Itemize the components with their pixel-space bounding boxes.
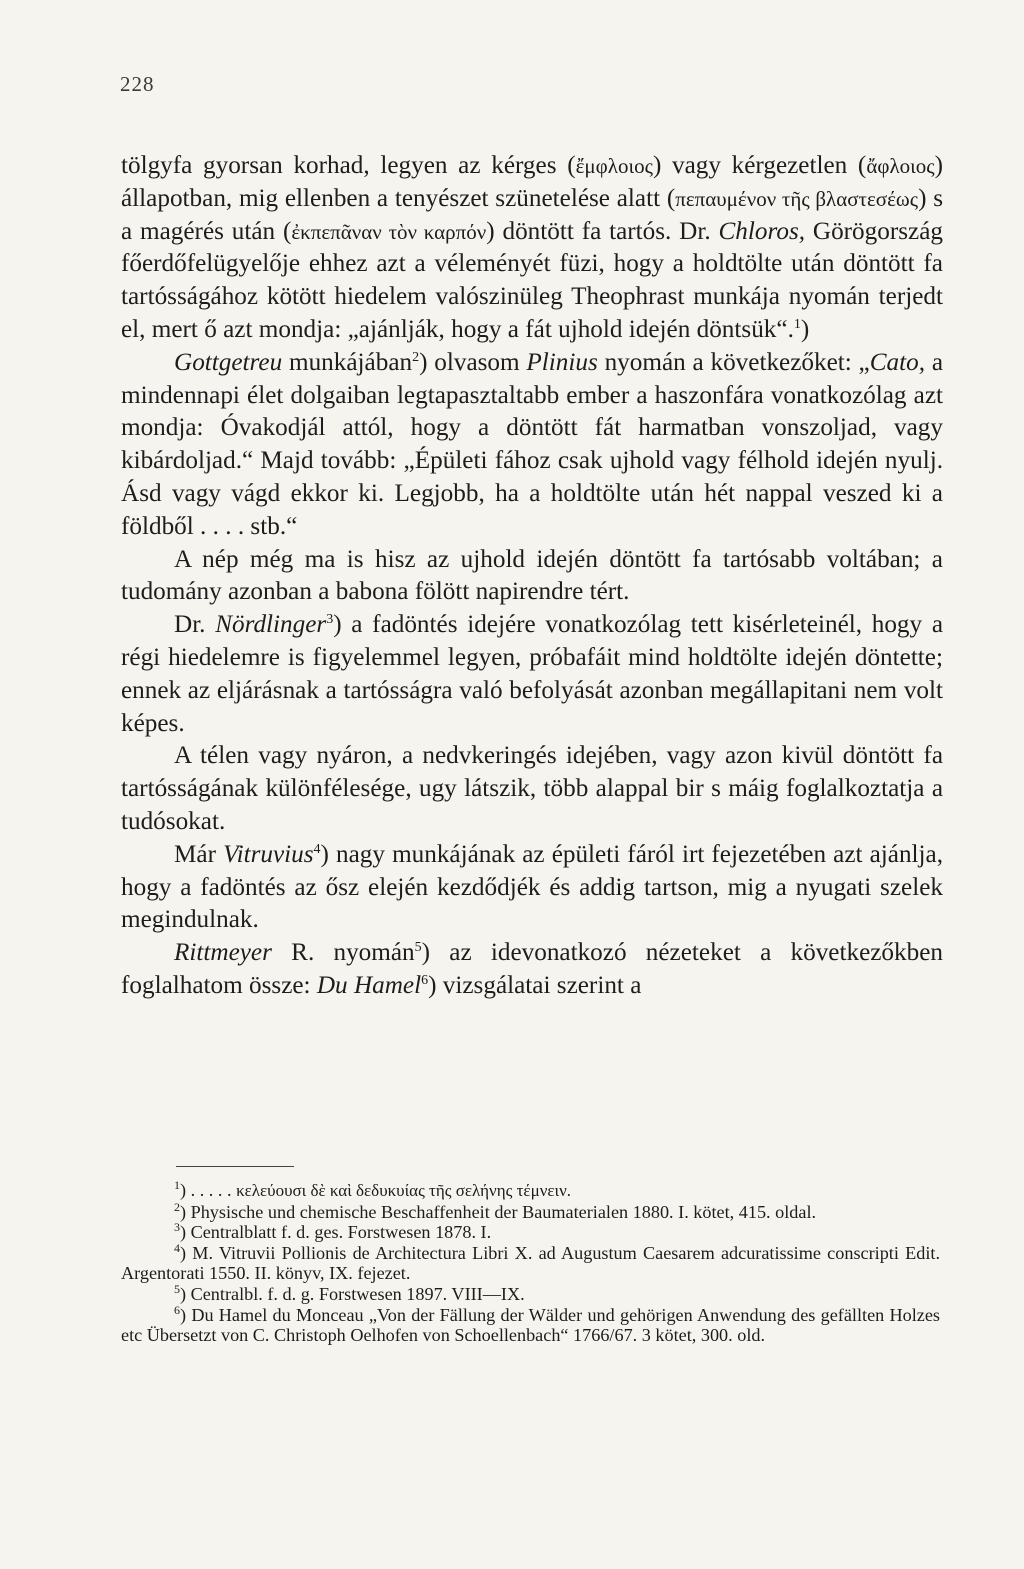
author-name: Nördlinger xyxy=(215,611,327,639)
text-run: ) vizsgálatai szerint a xyxy=(428,971,642,999)
text-run: ) állapotban, mig ellenben a tenyészet szünetelése alatt ( xyxy=(121,152,943,212)
footnote-ref: 3 xyxy=(326,612,334,628)
footnote-6 xyxy=(121,1302,940,1346)
text-run: R. nyomán xyxy=(271,939,415,967)
greek-term: ἄφλοιος xyxy=(866,154,935,178)
footnote-number: 4 xyxy=(174,1240,180,1255)
footnotes xyxy=(121,1180,940,1346)
footnote-number: 1 xyxy=(174,1178,180,1192)
author-name: Du Hamel xyxy=(316,971,422,999)
footnote-ref: 4 xyxy=(313,841,321,857)
text-run: nyomán a következőket: „ xyxy=(597,348,870,376)
footnote-3 xyxy=(121,1222,940,1243)
footnote-text: ) Du Hamel du Monceau „Von der Fällung der Wälder und gehörigen Anwendung des gefällten Holzes etc Übersetzt von C. Christoph Oelhofen von Schoellenbach“ 1766/67. 3 kötet, 300. old. xyxy=(121,1304,940,1346)
text-run: a mindennapi élet dolgaiban legtapasztaltabb ember a haszonfára vonatkozólag azt mondja: Óvakodjál attól, hogy a döntött fát harmatban vonszoljad, vagy kibárdoljad.“ Majd tovább: „Épületi fához csak ujhold vagy félhold idején nyulj. Ásd vagy vágd ekkor ki. Legjobb, ha a holdtölte után hét nappal veszed ki a földből . . . . stb.“ xyxy=(121,348,943,540)
paragraph-3 xyxy=(121,544,943,610)
paragraph-4 xyxy=(121,609,943,740)
footnote-ref: 2 xyxy=(412,349,420,365)
footnote-number: 5 xyxy=(174,1281,180,1296)
author-name: Chloros, xyxy=(718,217,806,245)
text-run: A télen vagy nyáron, a nedvkeringés idejében, vagy azon kivül döntött fa tartósságának különfélesége, ugy látszik, több alappal bir s máig foglalkoztatja a tudósokat. xyxy=(121,742,943,835)
paragraph-2 xyxy=(121,347,943,544)
greek-term: πεπαυμένον τῆς βλαστεσέως xyxy=(675,186,919,211)
footnote-text: ) Physische und chemische Beschaffenheit der Baumaterialen 1880. I. kötet, 415. oldal. xyxy=(180,1201,817,1222)
footnote-ref: 6 xyxy=(421,972,429,988)
text-run: ) döntött fa tartós. Dr. xyxy=(486,217,719,245)
text-run: tölgyfa gyorsan korhad, legyen az kérges ( xyxy=(121,152,576,179)
text-run: A nép még ma is hisz az ujhold idején döntött fa tartósabb voltában; a tudomány azonban a babona fölött napirendre tért. xyxy=(121,545,943,606)
paragraph-5 xyxy=(121,740,943,838)
footnote-ref: 5 xyxy=(414,940,422,956)
footnote-text: ) . . . . . xyxy=(180,1180,237,1200)
text-run: ) vagy kérgezetlen ( xyxy=(652,152,867,179)
greek-term: ἐκπεπᾶναν τὸν καρπόν xyxy=(291,219,487,244)
text-run: ) olvasom xyxy=(419,348,527,376)
footnote-number: 6 xyxy=(174,1302,180,1317)
body-text xyxy=(121,150,943,1003)
footnote-4 xyxy=(121,1240,940,1284)
text-run: Görögország főerdőfelügyelője ehhez azt a véleményét füzi, hogy a holdtölte után döntött fa tartósságához kötött hiedelem valószinüleg Theophrast munkája nyomán terjedt el, mert ő azt mondja: „ajánlják, hogy a fát ujhold idején döntsük“. xyxy=(121,217,943,343)
paragraph-1 xyxy=(121,150,943,347)
paragraph-6 xyxy=(121,839,943,937)
text-run: ) s a magérés után ( xyxy=(121,184,943,245)
footnote-1 xyxy=(121,1180,940,1202)
greek-term: ἔμφλοιος xyxy=(575,154,653,178)
author-name: Gottgetreu xyxy=(174,348,283,376)
text-run: munkájában xyxy=(282,348,413,376)
footnote-ref: 1 xyxy=(793,316,801,332)
page-number: 228 xyxy=(120,72,155,96)
text-run: Dr. xyxy=(174,611,216,639)
footnote-2 xyxy=(121,1199,940,1223)
paragraph-7 xyxy=(121,937,943,1003)
text-run: ) xyxy=(800,315,810,343)
footnote-divider xyxy=(176,1166,294,1167)
text-run: ) a fadöntés idejére vonatkozólag tett kisérleteinél, hogy a régi hiedelemre is figyelemmel legyen, próbafáit mind holdtölte idején döntette; ennek az eljárásnak a tartósságra való befolyását azonban megállapitani nem volt képes. xyxy=(121,611,943,737)
footnote-number: 2 xyxy=(174,1199,180,1214)
footnote-number: 3 xyxy=(174,1220,180,1235)
text-run: ) az idevonatkozó nézeteket a következőkben foglalhatom össze: xyxy=(121,939,943,999)
text-run: ) nagy munkájának az épületi fáról irt fejezetében azt ajánlja, hogy a fadöntés az ősz elején kezdődjék és addig tartson, mig a nyugati szelek megindulnak. xyxy=(121,840,944,934)
greek-quote: κελεύουσι δὲ καὶ δεδυκυίας τῆς σελήνης τέμνειν. xyxy=(236,1181,572,1200)
footnote-text: ) Centralblatt f. d. ges. Forstwesen 1878. I. xyxy=(180,1222,492,1243)
footnote-text: ) M. Vitruvii Pollionis de Architectura Libri X. ad Augustum Caesarem adcuratissime conscripti Edit. Argentorati 1550. II. könyv, IX. fejezet. xyxy=(121,1242,940,1284)
footnote-text: ) Centralbl. f. d. g. Forstwesen 1897. VIII—IX. xyxy=(180,1283,525,1304)
footnote-5 xyxy=(121,1281,940,1305)
author-name: Rittmeyer xyxy=(174,939,272,967)
author-name: Plinius xyxy=(526,348,598,376)
author-name: Cato, xyxy=(869,348,926,376)
author-name: Vitruvius xyxy=(223,840,314,868)
text-run: Már xyxy=(174,840,224,868)
